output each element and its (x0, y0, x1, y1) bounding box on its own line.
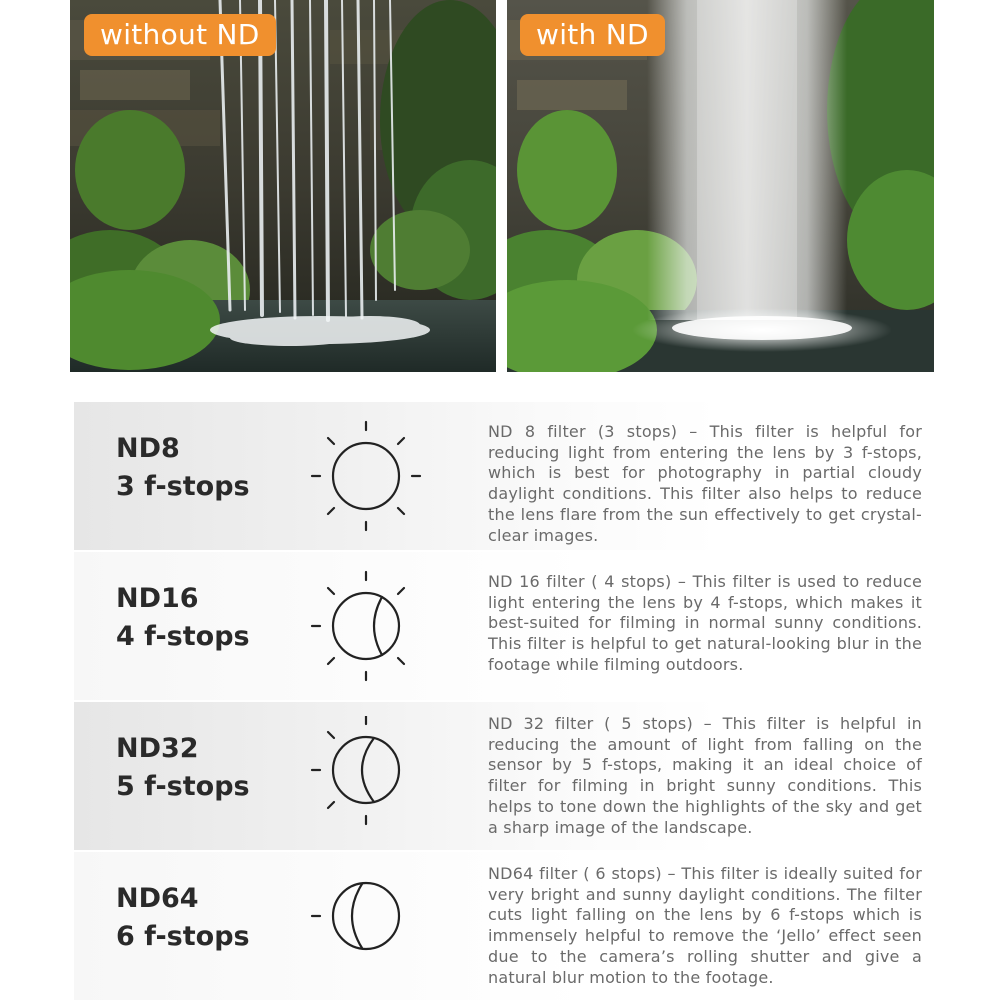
filter-description: ND 16 filter ( 4 stops) – This filter is used to reduce light entering the lens by 4 f-stops, which makes it best-suited for filming in normal sunny conditions. This filter is helpful to get natural-looking blur in the footage while filming outdoors. (488, 572, 922, 674)
filter-stops: 3 f-stops (116, 471, 250, 502)
sun-icon (306, 416, 426, 536)
filter-row-nd64 (74, 852, 934, 1000)
filter-name: ND16 (116, 583, 199, 614)
filter-name: ND32 (116, 733, 199, 764)
filter-title (116, 730, 250, 806)
sun-partial-shade-icon (306, 566, 426, 686)
filter-row-nd32 (74, 702, 934, 850)
filter-stops: 6 f-stops (116, 921, 250, 952)
without-nd-badge: without ND (84, 14, 276, 56)
filter-description: ND 32 filter ( 5 stops) – This filter is helpful in reducing the amount of light from falling on the sensor by 5 f-stops, making it an ideal choice of filter for filming in bright sunny conditions. This helps to tone down the highlights of the sky and get a sharp image of the landscape. (488, 714, 922, 837)
filter-row-nd16 (74, 552, 934, 700)
filter-title (116, 580, 250, 656)
filter-description: ND 8 filter (3 stops) – This filter is helpful for reducing light from entering the lens by 3 f-stops, which is best for photography in partial cloudy daylight conditions. This filter also helps to reduce the lens flare from the sun effectively to get crystal-clear images. (488, 422, 922, 545)
filter-name: ND64 (116, 883, 199, 914)
filter-description: ND64 filter ( 6 stops) – This filter is ideally suited for very bright and sunny daylight conditions. The filter cuts light falling on the lens by 6 f-stops which is immensely helpful to remove the ‘Jello’ effect seen due to the camera’s rolling shutter and give a natural blur motion to the footage. (488, 864, 922, 987)
crescent-moon-icon (306, 866, 426, 986)
with-nd-badge: with ND (520, 14, 665, 56)
filter-title (116, 430, 250, 506)
filter-row-nd8 (74, 402, 934, 550)
filter-stops: 5 f-stops (116, 771, 250, 802)
sun-half-shade-icon (306, 716, 426, 836)
filter-title (116, 880, 250, 956)
filter-stops: 4 f-stops (116, 621, 250, 652)
filter-name: ND8 (116, 433, 180, 464)
